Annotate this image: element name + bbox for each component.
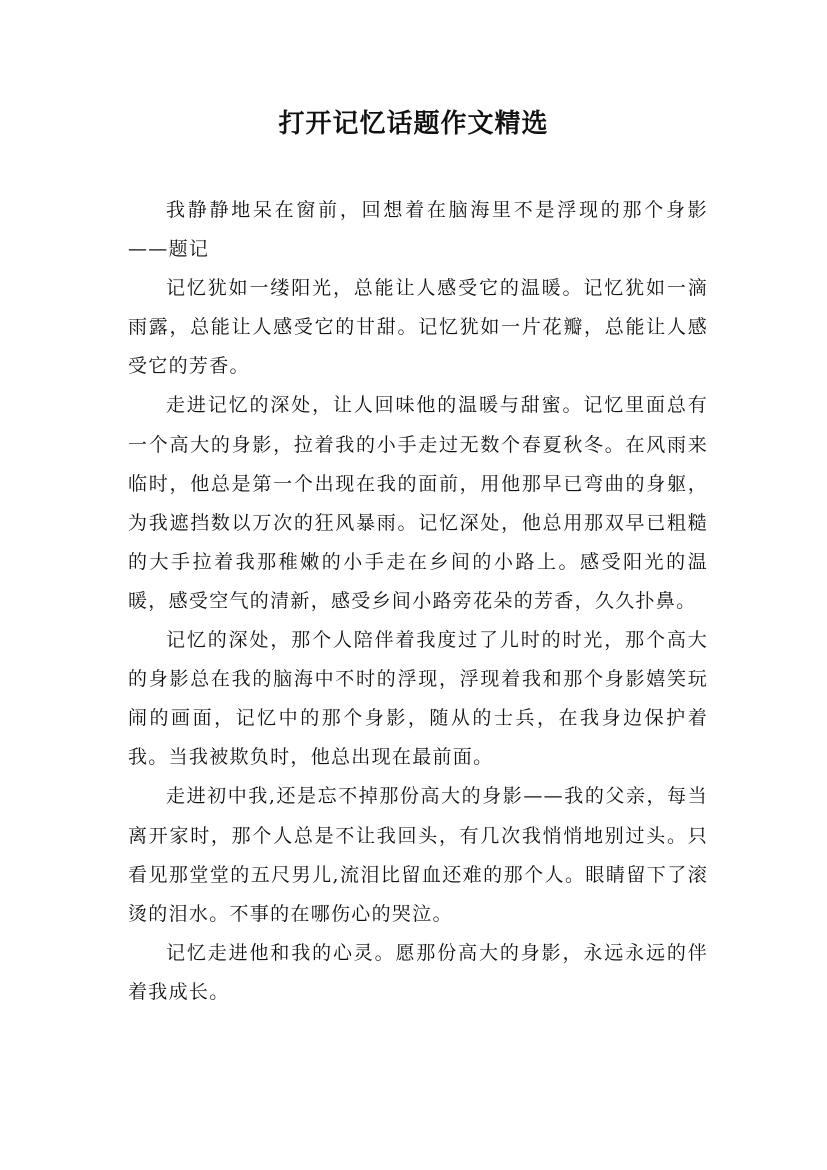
paragraph-3: 走进记忆的深处，让人回味他的温暖与甜蜜。记忆里面总有一个高大的身影，拉着我的小手走过无数个春夏秋冬。在风雨来临时，他总是第一个出现在我的面前，用他那早已弯曲的身躯，为我遮挡数以万次的狂风暴雨。记忆深处，他总用那双早已粗糙的大手拉着我那稚嫩的小手走在乡间的小路上。感受阳光的温暖，感受空气的清新，感受乡间小路旁花朵的芳香，久久扑鼻。 (128, 394, 708, 612)
paragraph-2: 记忆犹如一缕阳光，总能让人感受它的温暖。记忆犹如一滴雨露，总能让人感受它的甘甜。记忆犹如一片花瓣，总能让人感受它的芳香。 (128, 277, 708, 378)
document-title: 打开记忆话题作文精选 (278, 109, 549, 139)
paragraph-4: 记忆的深处，那个人陪伴着我度过了儿时的时光，那个高大的身影总在我的脑海中不时的浮现，浮现着我和那个身影嬉笑玩闹的画面，记忆中的那个身影，随从的士兵，在我身边保护着我。当我被欺负时，他总出现在最前面。 (128, 629, 708, 769)
paragraph-5: 走进初中我,还是忘不掉那份高大的身影——我的父亲，每当离开家时，那个人总是不让我回头，有几次我悄悄地别过头。只看见那堂堂的五尺男儿,流泪比留血还难的那个人。眼睛留下了滚烫的泪水。不事的在哪伤心的哭泣。 (128, 785, 708, 925)
paragraph-6: 记忆走进他和我的心灵。愿那份高大的身影，永远永远的伴着我成长。 (128, 941, 708, 1003)
document-body (128, 191, 708, 1012)
paragraph-1: 我静静地呆在窗前，回想着在脑海里不是浮现的那个身影——题记 (128, 199, 708, 261)
